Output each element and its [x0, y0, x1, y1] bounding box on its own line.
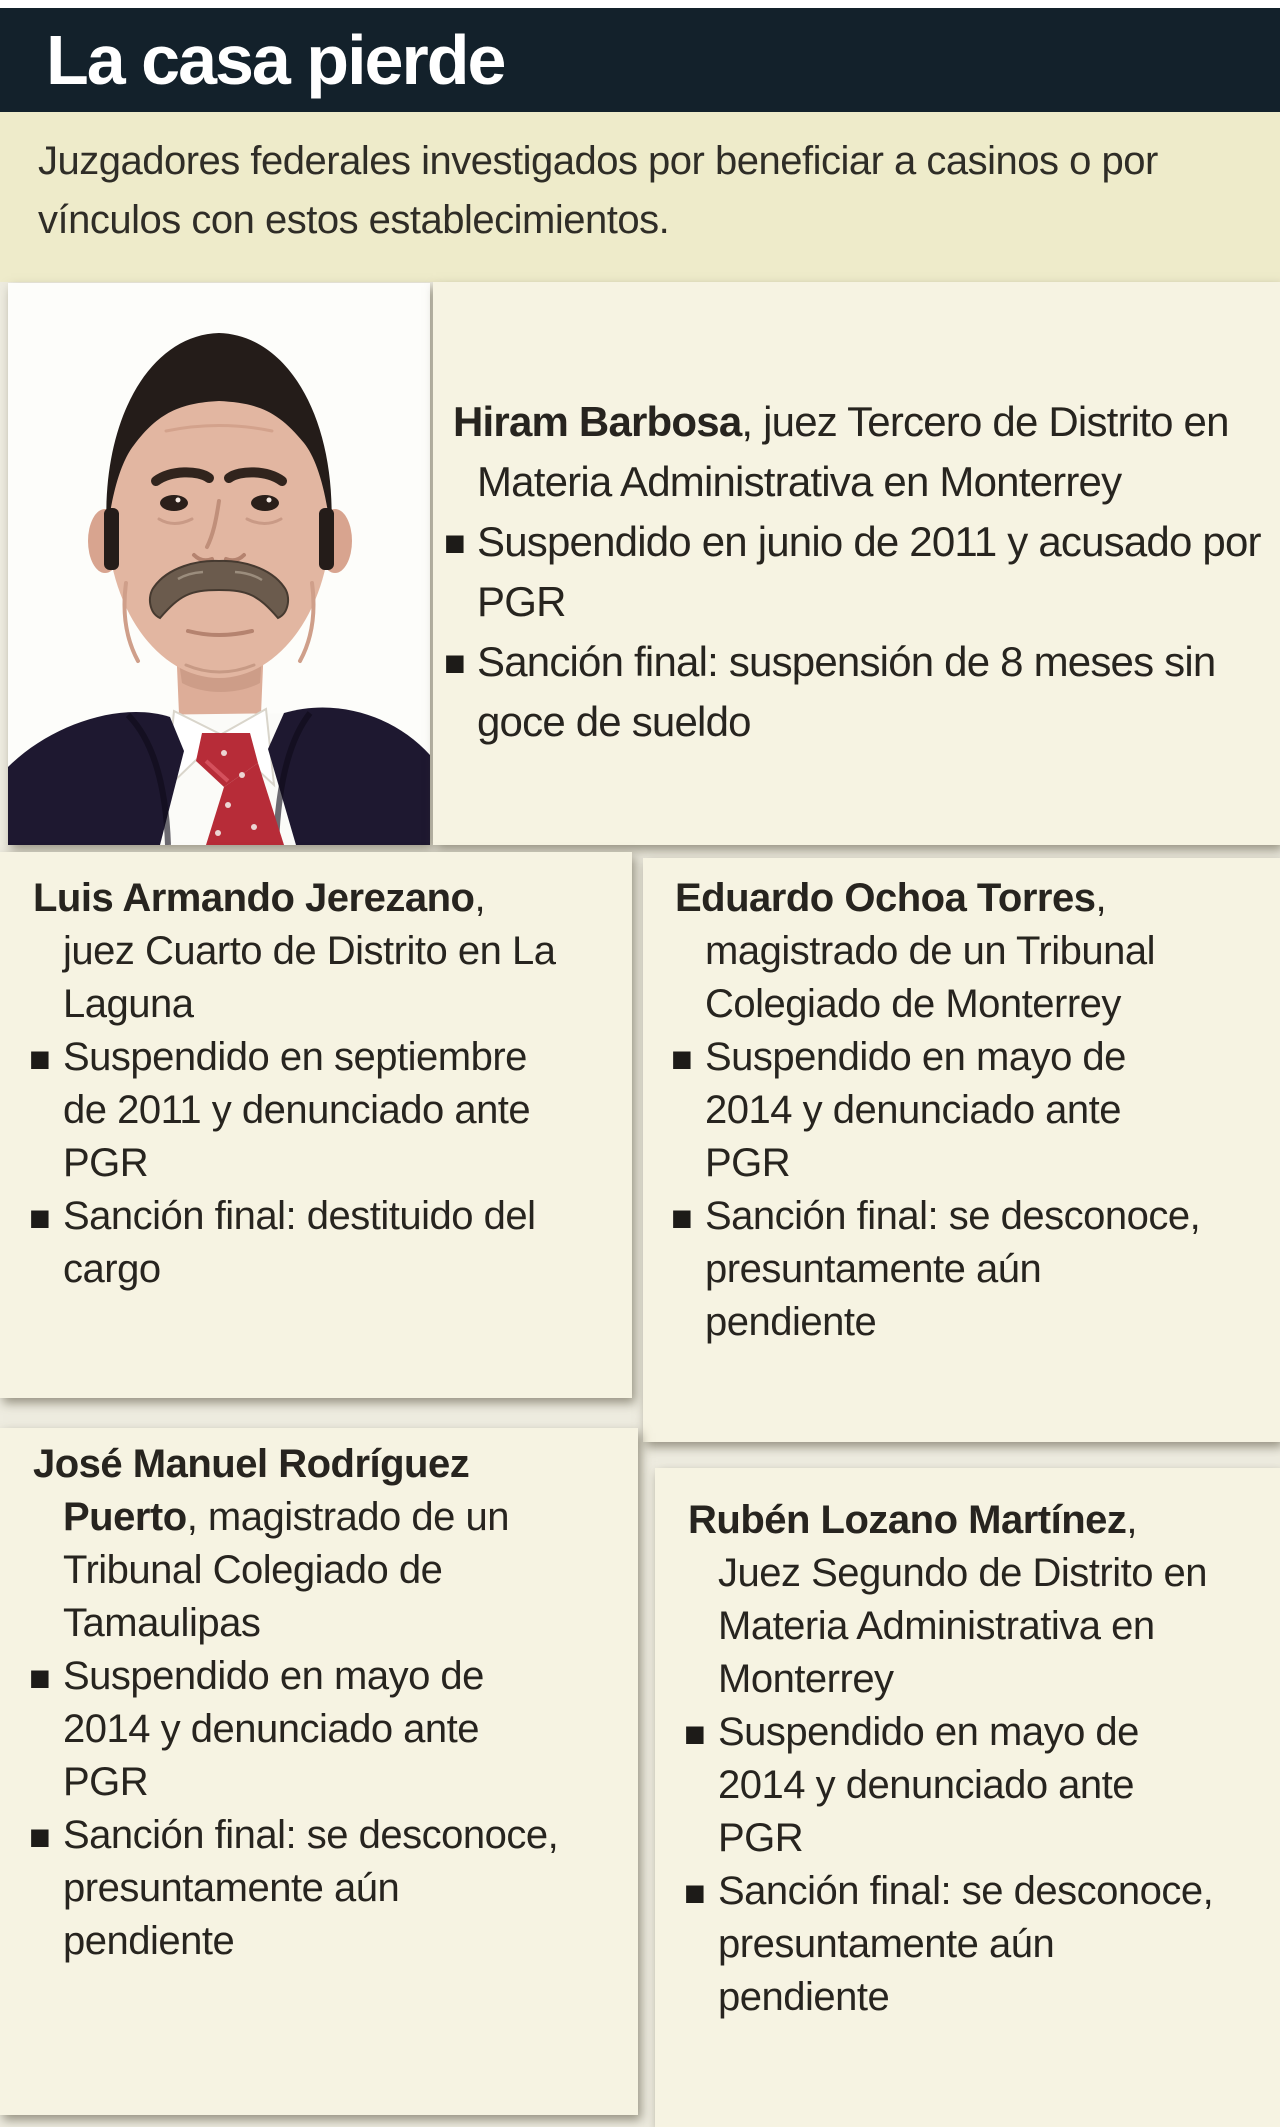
bullet-square-icon: ■ — [444, 642, 465, 683]
bullet-text: Sanción final: destituido del cargo — [63, 1194, 536, 1291]
person-name: Eduardo Ochoa Torres — [675, 876, 1096, 920]
bullet-square-icon: ■ — [29, 1657, 51, 1698]
bullet-item — [684, 1706, 1218, 1865]
bullet-text: Sanción final: se desconoce, presuntamente aún pendiente — [718, 1869, 1214, 2019]
bullet-square-icon: ■ — [684, 1872, 706, 1913]
intro-band — [0, 112, 1280, 282]
person-name: Luis Armando Jerezano — [33, 876, 475, 920]
bullet-square-icon: ■ — [29, 1038, 51, 1079]
content-area — [0, 282, 1280, 2127]
photo-tie-dot-2 — [239, 772, 245, 778]
bullet-item — [444, 632, 1267, 752]
bullet-square-icon: ■ — [29, 1816, 51, 1857]
bullet-text: Suspendido en junio de 2011 y acusado por PGR — [477, 518, 1261, 625]
bullet-item — [29, 1809, 563, 1968]
person-role: , juez Tercero de Distrito en Materia Administrativa en Monterrey — [477, 398, 1229, 505]
bullet-item — [29, 1650, 563, 1809]
bullet-text: Sanción final: se desconoce, presuntamente aún pendiente — [63, 1813, 559, 1963]
bullet-text: Suspendido en mayo de 2014 y denunciado ante PGR — [718, 1710, 1139, 1860]
person-role: , Juez Segundo de Distrito en Materia Administrativa en Monterrey — [718, 1498, 1208, 1701]
bullet-item — [444, 512, 1267, 632]
bullet-text: Suspendido en septiembre de 2011 y denunciado ante PGR — [63, 1035, 531, 1185]
person-heading — [453, 392, 1280, 512]
photo-tie-dot-1 — [221, 750, 227, 756]
bullet-square-icon: ■ — [444, 522, 465, 563]
person-card-eduardo-ochoa-torres — [643, 858, 1280, 1442]
person-heading — [33, 872, 563, 1031]
bullet-square-icon: ■ — [671, 1197, 693, 1238]
photo-sideburn-left — [104, 508, 119, 570]
page-title: La casa pierde — [46, 21, 505, 99]
person-name: José Manuel Rodríguez Puerto — [33, 1442, 470, 1539]
photo-eye-glint-left — [176, 498, 181, 503]
portrait-photo-panel — [8, 283, 430, 845]
bullet-text: Sanción final: suspensión de 8 meses sin goce de sueldo — [477, 638, 1216, 745]
photo-tie-dot-4 — [251, 824, 257, 830]
person-name: Hiram Barbosa — [453, 398, 742, 445]
top-white-strip — [0, 0, 1280, 8]
bullet-text: Suspendido en mayo de 2014 y denunciado ante PGR — [705, 1035, 1126, 1185]
photo-eye-left — [160, 495, 188, 511]
header-bar — [0, 8, 1280, 112]
person-heading — [675, 872, 1205, 1031]
person-heading — [33, 1438, 563, 1650]
bullet-square-icon: ■ — [29, 1197, 51, 1238]
person-role: , magistrado de un Tribunal Colegiado de Tamaulipas — [63, 1495, 509, 1645]
intro-text: Juzgadores federales investigados por beneficiar a casinos o por vínculos con estos establecimientos. — [38, 139, 1158, 242]
person-heading — [688, 1494, 1218, 1706]
bullet-item — [671, 1190, 1205, 1349]
person-card-luis-armando-jerezano — [0, 852, 632, 1398]
person-role: , juez Cuarto de Distrito en La Laguna — [63, 876, 556, 1026]
bullet-text: Sanción final: se desconoce, presuntamente aún pendiente — [705, 1194, 1201, 1344]
hiram-barbosa-photo — [8, 283, 430, 845]
photo-eye-glint-right — [267, 498, 272, 503]
person-card-hiram-barbosa — [433, 282, 1280, 845]
person-card-jose-manuel-rodriguez-puerto — [0, 1428, 638, 2115]
bullet-item — [684, 1865, 1218, 2024]
person-role: , magistrado de un Tribunal Colegiado de Monterrey — [705, 876, 1155, 1026]
bullet-item — [671, 1031, 1205, 1190]
person-name: Rubén Lozano Martínez — [688, 1498, 1127, 1542]
photo-sideburn-right — [319, 508, 334, 570]
bullet-item — [29, 1190, 563, 1296]
bullet-item — [29, 1031, 563, 1190]
photo-tie-dot-3 — [225, 802, 231, 808]
bullet-square-icon: ■ — [671, 1038, 693, 1079]
bullet-square-icon: ■ — [684, 1713, 706, 1754]
photo-tie-dot-5 — [215, 830, 221, 836]
bullet-text: Suspendido en mayo de 2014 y denunciado ante PGR — [63, 1654, 484, 1804]
photo-eye-right — [251, 495, 279, 511]
person-card-ruben-lozano-martinez — [655, 1468, 1280, 2127]
